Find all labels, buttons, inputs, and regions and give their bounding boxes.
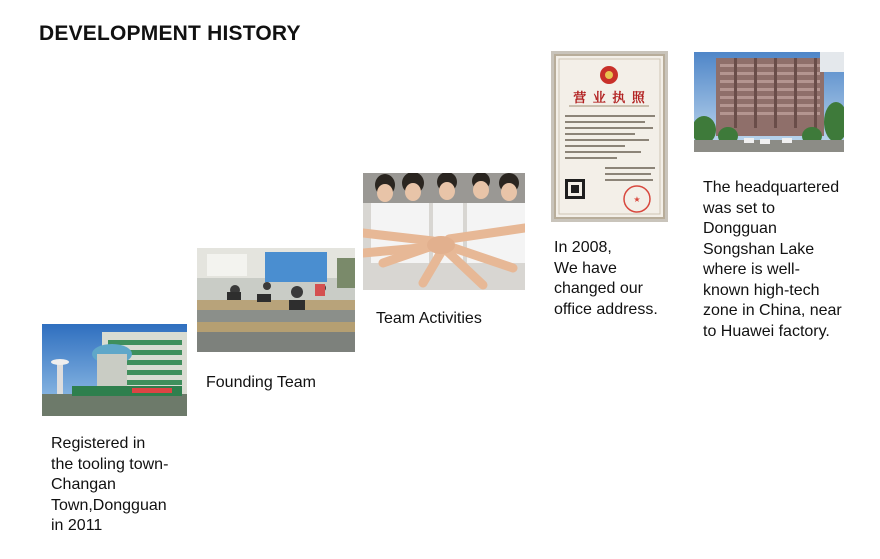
milestone-caption-team-activities: Team Activities — [376, 310, 482, 327]
changan-building-photo — [42, 324, 187, 416]
team-activities-photo — [363, 173, 525, 290]
milestone-caption-registered: Registered in the tooling town- Changan Town,Dongguan in 2011 — [51, 435, 169, 534]
milestone-caption-founding-team: Founding Team — [206, 374, 316, 391]
milestone-caption-office-address: In 2008, We have changed our office address. — [554, 239, 658, 318]
headquarters-building-photo — [694, 52, 844, 152]
business-license-photo — [551, 51, 668, 222]
milestone-caption-headquarters: The headquartered was set to Dongguan Songshan Lake where is well- known high-tech zone in China, near to Huawei factory. — [703, 179, 842, 340]
license-heading: 营 业 执 照 — [573, 91, 646, 106]
page-title: DEVELOPMENT HISTORY — [39, 22, 301, 45]
svg-text:★: ★ — [633, 195, 641, 204]
founding-team-photo — [197, 248, 355, 352]
